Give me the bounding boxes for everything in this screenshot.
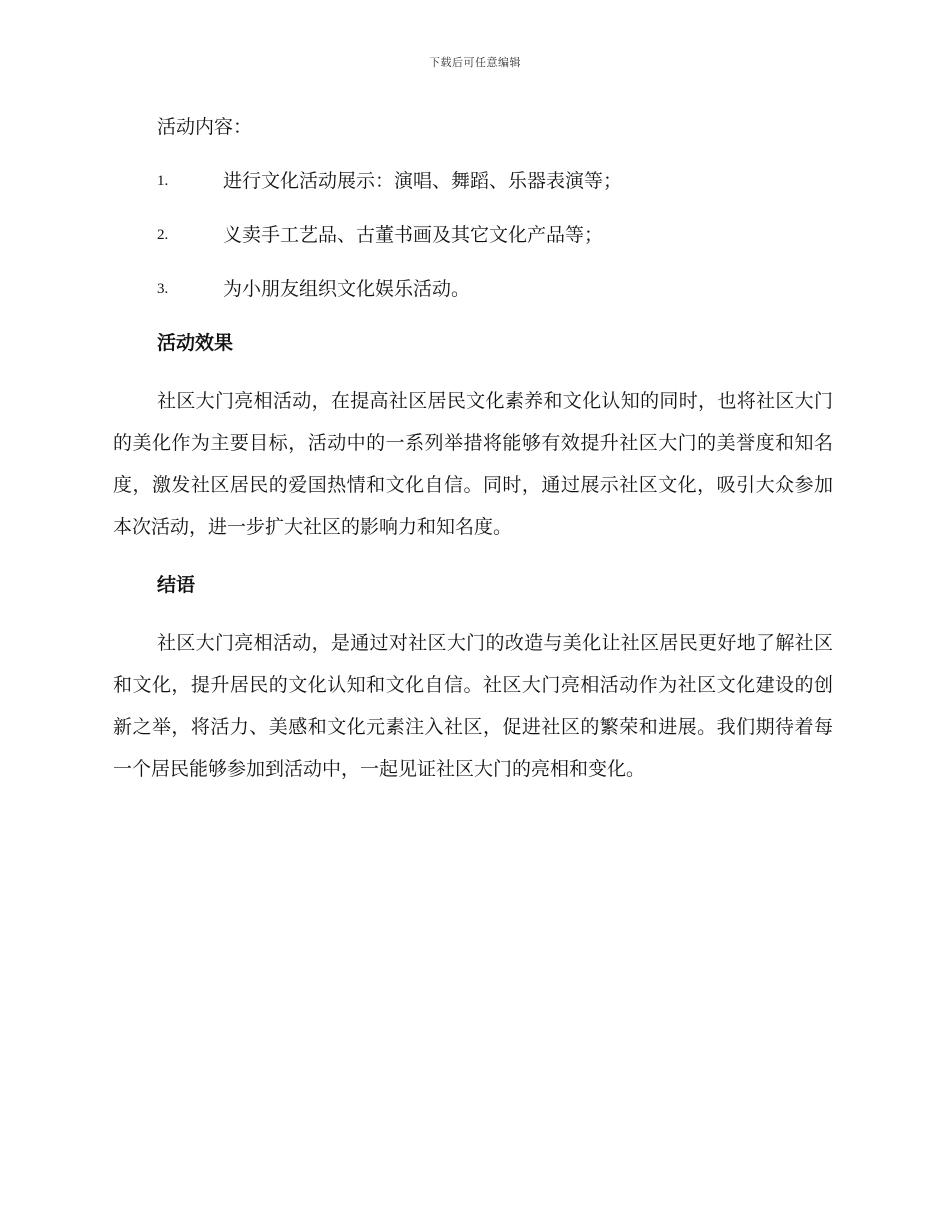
document-body [113,110,833,810]
list-item-text: 义卖手工艺品、古董书画及其它文化产品等； [223,224,604,246]
list-item-text: 为小朋友组织文化娱乐活动。 [223,278,471,300]
effect-paragraph: 社区大门亮相活动，在提高社区居民文化素养和文化认知的同时，也将社区大门的美化作为主要目标，活动中的一系列举措将能够有效提升社区大门的美誉度和知名度，激发社区居民的爱国热情和文化自信。同时，通过展示社区文化，吸引大众参加本次活动，进一步扩大社区的影响力和知名度。 [113,390,833,538]
list-item [113,272,833,306]
page-header-note: 下载后可任意编辑 [429,56,521,69]
conclusion-paragraph: 社区大门亮相活动，是通过对社区大门的改造与美化让社区居民更好地了解社区和文化，提升居民的文化认知和文化自信。社区大门亮相活动作为社区文化建设的创新之举，将活力、美感和文化元素注入社区，促进社区的繁荣和进展。我们期待着每一个居民能够参加到活动中，一起见证社区大门的亮相和变化。 [113,632,833,780]
section-heading-effect: 活动效果 [157,332,234,354]
list-item-number: 2. [157,227,169,243]
list-item [113,164,833,198]
activity-content-label: 活动内容： [157,116,253,138]
list-item [113,218,833,252]
list-item-number: 3. [157,281,169,297]
section-heading-conclusion: 结语 [157,574,196,596]
list-item-number: 1. [157,173,169,189]
list-item-text: 进行文化活动展示：演唱、舞蹈、乐器表演等； [223,170,623,192]
